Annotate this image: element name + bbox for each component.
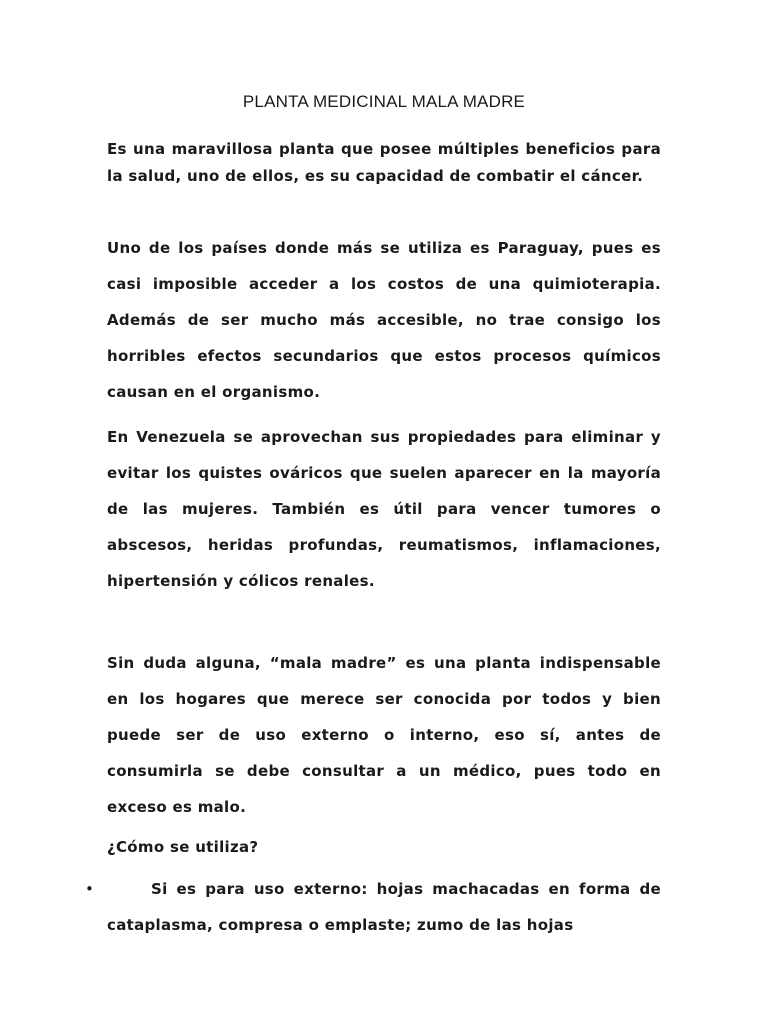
bullet-marker: • (85, 880, 94, 898)
paragraph-venezuela: En Venezuela se aprovechan sus propiedades para eliminar y evitar los quistes ováricos que suelen aparecer en la mayoría de las mujeres. También es útil para vencer tumores o abscesos, heridas profundas, reumatismos, inflamaciones, hipertensión y cólicos renales. (107, 428, 661, 590)
paragraph-conclusion: Sin duda alguna, “mala madre” es una planta indispensable en los hogares que merece ser conocida por todos y bien puede ser de uso externo o interno, eso sí, antes de consumirla se debe consultar a un médico, pues todo en exceso es malo. (107, 654, 661, 816)
paragraph-intro: Es una maravillosa planta que posee múltiples beneficios para la salud, uno de ellos, es su capacidad de combatir el cáncer. (107, 140, 661, 185)
bullet-item-text: Si es para uso externo: hojas machacadas en forma de cataplasma, compresa o emplaste; zumo de las hojas (107, 880, 661, 934)
document-title: PLANTA MEDICINAL MALA MADRE (242, 92, 526, 111)
paragraph-paraguay: Uno de los países donde más se utiliza es Paraguay, pues es casi imposible acceder a los costos de una quimioterapia. Además de ser mucho más accesible, no trae consigo los horribles efectos secundarios que estos procesos químicos causan en el organismo. (107, 239, 661, 401)
section-heading: ¿Cómo se utiliza? (107, 838, 259, 856)
